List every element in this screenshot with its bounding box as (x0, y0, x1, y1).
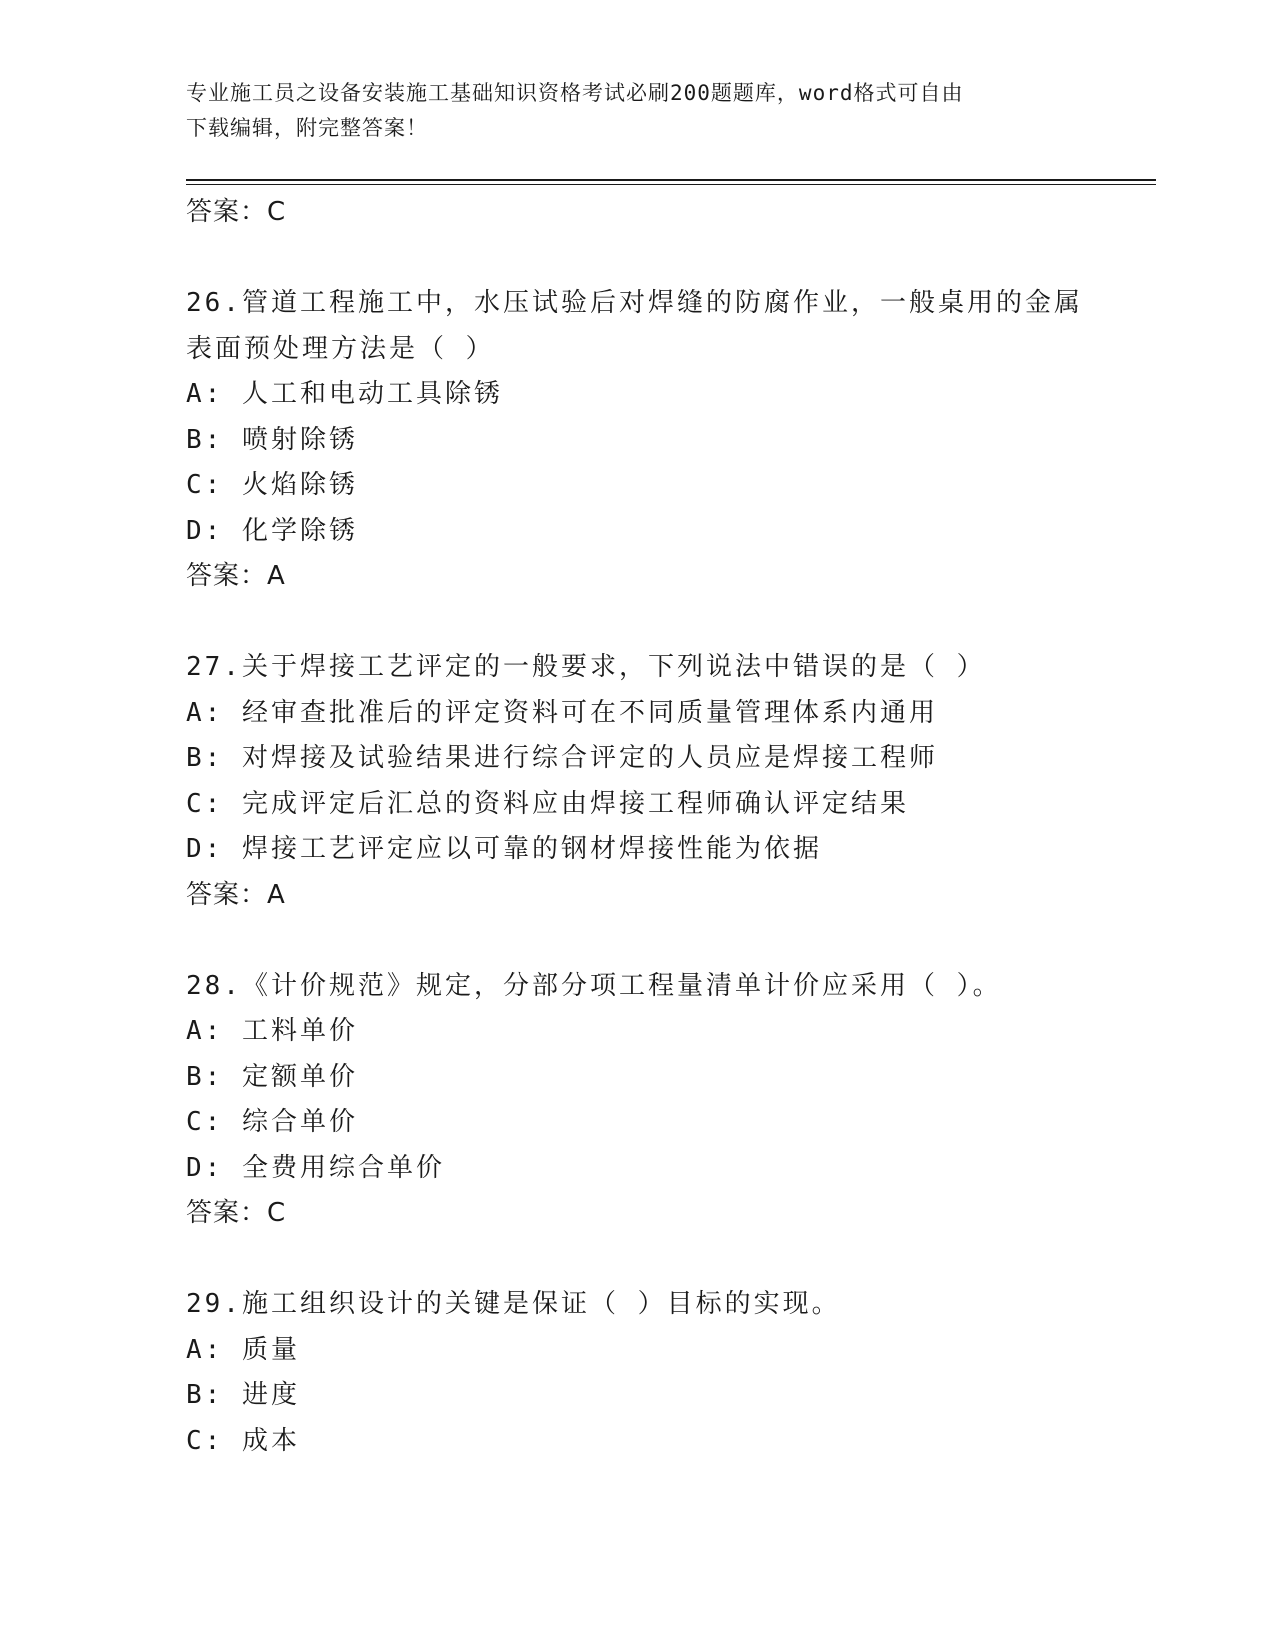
option-c: C: 完成评定后汇总的资料应由焊接工程师确认评定结果 (186, 788, 909, 819)
spacer (186, 600, 1086, 646)
option-d: D: 全费用综合单价 (186, 1152, 445, 1183)
question-stem-continued: 表面预处理方法是（ ） (186, 333, 495, 364)
option-b: B: 对焊接及试验结果进行综合评定的人员应是焊接工程师 (186, 743, 938, 773)
header-title-line-1: 专业施工员之设备安装施工基础知识资格考试必刷200题题库，word格式可自由 (186, 81, 964, 105)
option-a: A: 人工和电动工具除锈 (186, 379, 503, 409)
option-a: A: 经审查批准后的评定资料可在不同质量管理体系内通用 (186, 697, 938, 728)
option-c: C: 成本 (186, 1425, 300, 1456)
answer-25: 答案：C (186, 197, 287, 227)
spacer (186, 1237, 1086, 1283)
header-title-line-2: 下载编辑，附完整答案！ (186, 116, 428, 140)
document-header (186, 76, 1066, 146)
option-d: D: 焊接工艺评定应以可靠的钢材焊接性能为依据 (186, 834, 822, 864)
option-b: B: 喷射除锈 (186, 424, 358, 455)
spacer (186, 236, 1086, 282)
option-c: C: 综合单价 (186, 1107, 358, 1137)
spacer (186, 918, 1086, 964)
question-29 (186, 1282, 1086, 1464)
header-rule-thick (186, 179, 1156, 181)
answer: 答案：A (186, 879, 286, 910)
question-stem: 27.关于焊接工艺评定的一般要求，下列说法中错误的是（ ） (186, 652, 986, 682)
answer: 答案：C (186, 1198, 287, 1228)
option-d: D: 化学除锈 (186, 515, 358, 546)
option-b: B: 定额单价 (186, 1061, 358, 1092)
question-stem: 26.管道工程施工中，水压试验后对焊缝的防腐作业，一般桌用的金属 (186, 288, 1083, 318)
option-b: B: 进度 (186, 1380, 300, 1410)
header-rule-thin (186, 184, 1156, 185)
answer: 答案：A (186, 561, 286, 591)
option-a: A: 工料单价 (186, 1016, 358, 1046)
option-a: A: 质量 (186, 1334, 300, 1365)
question-stem: 29.施工组织设计的关键是保证（ ）目标的实现。 (186, 1289, 841, 1319)
question-28 (186, 964, 1086, 1237)
question-27 (186, 645, 1086, 918)
question-26 (186, 281, 1086, 600)
option-c: C: 火焰除锈 (186, 470, 358, 500)
question-list (186, 190, 1086, 1464)
question-stem: 28.《计价规范》规定，分部分项工程量清单计价应采用（ ）。 (186, 970, 1002, 1001)
